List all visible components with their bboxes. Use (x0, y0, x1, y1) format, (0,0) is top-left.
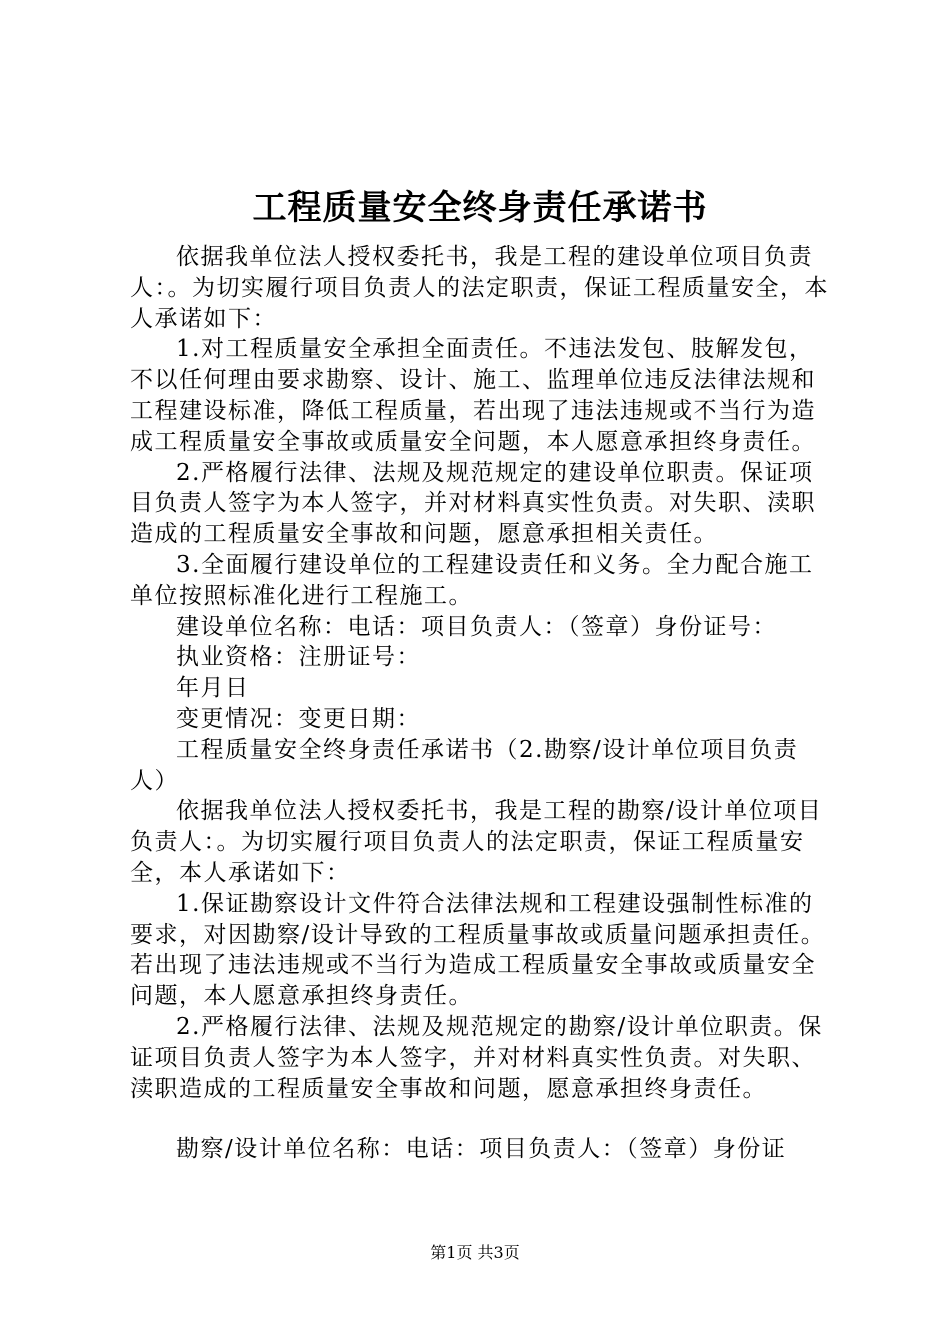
field-change-info: 变更情况：变更日期： (176, 705, 421, 732)
paragraph-intro-construction: 依据我单位法人授权委托书，我是工程的建设单位项目负责人：。为切实履行项目负责人的法定职责，保证工程质量安全，本人承诺如下： (130, 244, 829, 332)
paragraph-survey-item-2: 2.严格履行法律、法规及规范规定的勘察/设计单位职责。保证项目负责人签字为本人签字，并对材料真实性负责。对失职、渎职造成的工程质量安全事故和问题，愿意承担终身责任。 (130, 1013, 823, 1102)
field-date: 年月日 (176, 675, 250, 702)
document-page (130, 180, 830, 1165)
field-construction-unit-info: 建设单位名称：电话：项目负责人：（签章）身份证号： (176, 613, 777, 640)
paragraph-survey-item-1: 1.保证勘察设计文件符合法律法规和工程建设强制性标准的要求，对因勘察/设计导致的工程质量事故或质量问题承担责任。若出现了违法违规或不当行为造成工程质量安全事故或质量安全问题，本人愿意承担终身责任。 (130, 890, 826, 1010)
field-survey-unit-info: 勘察/设计单位名称：电话：项目负责人：（签章）身份证 (176, 1136, 787, 1163)
field-qualification-info: 执业资格：注册证号： (176, 644, 421, 671)
paragraph-item-3: 3.全面履行建设单位的工程建设责任和义务。全力配合施工单位按照标准化进行工程施工。 (130, 551, 814, 609)
paragraph-intro-survey-design: 依据我单位法人授权委托书，我是工程的勘察/设计单位项目负责人：。为切实履行项目负责人的法定职责，保证工程质量安全，本人承诺如下： (130, 798, 823, 886)
paragraph-item-1: 1.对工程质量安全承担全面责任。不违法发包、肢解发包，不以任何理由要求勘察、设计、施工、监理单位违反法律法规和工程建设标准，降低工程质量，若出现了违法违规或不当行为造成工程质量安全事故或质量安全问题，本人愿意承担终身责任。 (130, 336, 816, 455)
paragraph-item-2: 2.严格履行法律、法规及规范规定的建设单位职责。保证项目负责人签字为本人签字，并对材料真实性负责。对失职、渎职造成的工程质量安全事故和问题，愿意承担相关责任。 (130, 459, 816, 548)
page-footer: 第1页 共3页 (430, 1243, 520, 1262)
document-title: 工程质量安全终身责任承诺书 (252, 188, 708, 228)
section-title-survey-design: 工程质量安全终身责任承诺书（2.勘察/设计单位项目负责人） (130, 736, 799, 794)
